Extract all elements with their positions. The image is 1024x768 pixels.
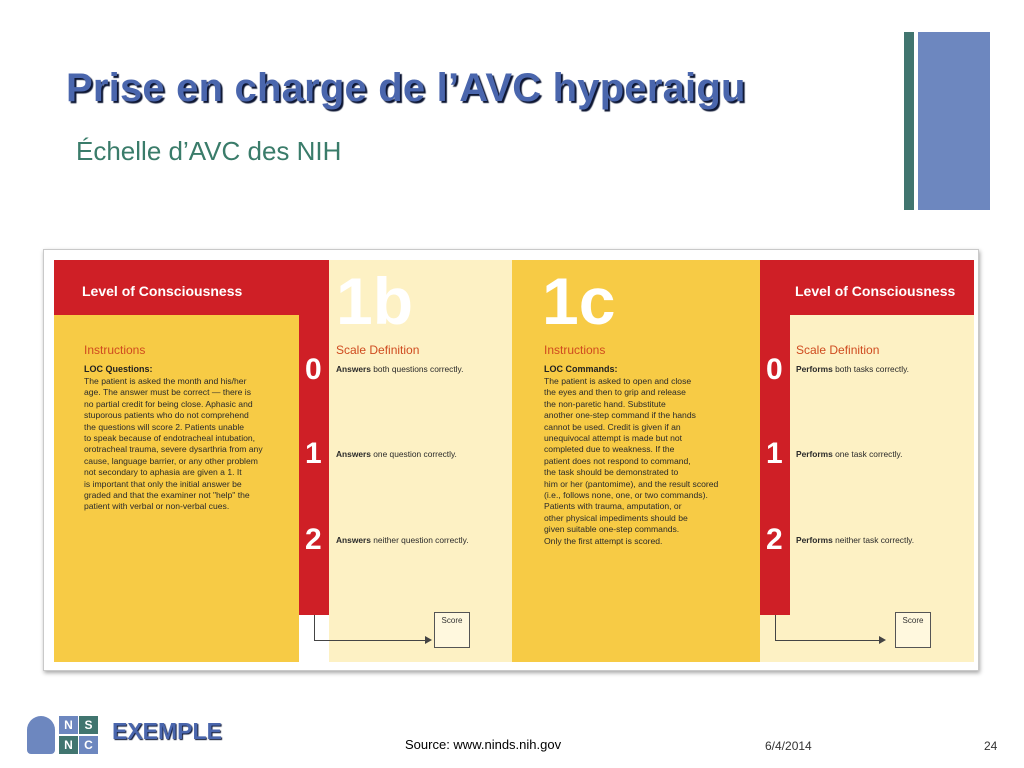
instruction-line: him or her (pantomime), and the result scored (544, 478, 719, 489)
left-loc-heading: Level of Consciousness (82, 283, 243, 299)
head-silhouette-icon (27, 716, 55, 754)
instruction-line: given suitable one-step commands. (544, 524, 680, 535)
left-instructions-text (84, 376, 263, 513)
left-score-arrow-head (425, 636, 432, 644)
instruction-line: the non-paretic hand. Substitute (544, 398, 666, 409)
right-score-0: 0 (766, 353, 783, 386)
left-score-arrow-line (314, 640, 426, 641)
left-scale-def-0: Answers both questions correctly. (336, 364, 464, 374)
right-scale-def-0: Performs both tasks correctly. (796, 364, 909, 374)
nih-stroke-scale-figure (43, 249, 979, 671)
instruction-line: patient with verbal or non-verbal cues. (84, 501, 230, 512)
left-score-0: 0 (305, 353, 322, 386)
left-instructions-heading: Instructions (84, 343, 146, 357)
right-score-2: 2 (766, 523, 783, 556)
right-score-arrow-head (879, 636, 886, 644)
instruction-line: graded and that the examiner not "help" the (84, 490, 250, 501)
instruction-line: (i.e., follows none, one, or two commands). (544, 490, 708, 501)
left-score-1: 1 (305, 437, 322, 470)
instruction-line: another one-step command if the hands (544, 410, 696, 421)
slide-subtitle: Échelle d’AVC des NIH (76, 136, 342, 166)
instruction-line: The patient is asked to open and close (544, 376, 692, 386)
instruction-line: orotracheal trauma, severe dysarthria from any (84, 444, 263, 455)
decorative-green-bar (904, 32, 914, 210)
logo-letter: N (59, 736, 78, 754)
instruction-line: is important that only the initial answer be (84, 478, 242, 489)
right-item-title: LOC Commands: (544, 364, 618, 374)
right-score-arrow-stem (775, 615, 776, 640)
left-score-box: Score (434, 612, 470, 648)
instruction-line: patient does not respond to command, (544, 455, 691, 466)
right-loc-heading: Level of Consciousness (795, 283, 956, 299)
left-item-title: LOC Questions: (84, 364, 153, 374)
right-score-arrow-line (775, 640, 880, 641)
instruction-line: the eyes and then to grip and release (544, 387, 686, 398)
right-scale-def-1: Performs one task correctly. (796, 449, 903, 459)
logo-letter: N (59, 716, 78, 734)
right-score-1: 1 (766, 437, 783, 470)
left-item-id: 1b (336, 264, 414, 338)
instruction-line: no partial credit for being close. Aphasic and (84, 398, 253, 409)
slide-title: Prise en charge de l’AVC hyperaigu (66, 66, 746, 110)
left-scale-heading: Scale Definition (336, 343, 420, 357)
instruction-line: to speak because of endotracheal intubation, (84, 433, 256, 444)
slide-date: 6/4/2014 (765, 739, 812, 753)
instruction-line: Patients with trauma, amputation, or (544, 501, 682, 512)
right-scale-def-2: Performs neither task correctly. (796, 535, 915, 545)
instruction-line: completed due to weakness. If the (544, 444, 675, 455)
right-instructions-text (544, 376, 718, 547)
logo-letter: C (79, 736, 98, 754)
instruction-line: the questions will score 2. Patients unable (84, 421, 245, 432)
left-scale-def-1: Answers one question correctly. (336, 449, 457, 459)
right-instructions-heading: Instructions (544, 343, 606, 357)
nsnc-logo (27, 716, 97, 754)
instruction-line: other physical impediments should be (544, 512, 688, 523)
instruction-line: cannot be used. Credit is given if an (544, 421, 681, 432)
instruction-line: age. The answer must be correct — there is (84, 387, 252, 398)
right-score-box: Score (895, 612, 931, 648)
left-score-2: 2 (305, 523, 322, 556)
left-scale-def-2: Answers neither question correctly. (336, 535, 469, 545)
right-item-id: 1c (542, 264, 616, 338)
right-scale-heading: Scale Definition (796, 343, 880, 357)
instruction-line: The patient is asked the month and his/her (84, 376, 247, 386)
source-citation: Source: www.ninds.nih.gov (405, 737, 562, 752)
logo-letter: S (79, 716, 98, 734)
instruction-line: not secondary to aphasia are given a 1. It (84, 467, 242, 478)
instruction-line: unequivocal attempt is made but not (544, 433, 683, 444)
instruction-line: the task should be demonstrated to (544, 467, 679, 478)
decorative-blue-block (918, 32, 990, 210)
instruction-line: Only the first attempt is scored. (544, 535, 663, 546)
slide-number: 24 (984, 739, 998, 753)
instruction-line: cause, language barrier, or any other problem (84, 455, 258, 466)
instruction-line: stuporous patients who do not comprehend (84, 410, 249, 421)
left-score-arrow-stem (314, 615, 315, 640)
exemple-label: EXEMPLE (112, 718, 222, 744)
